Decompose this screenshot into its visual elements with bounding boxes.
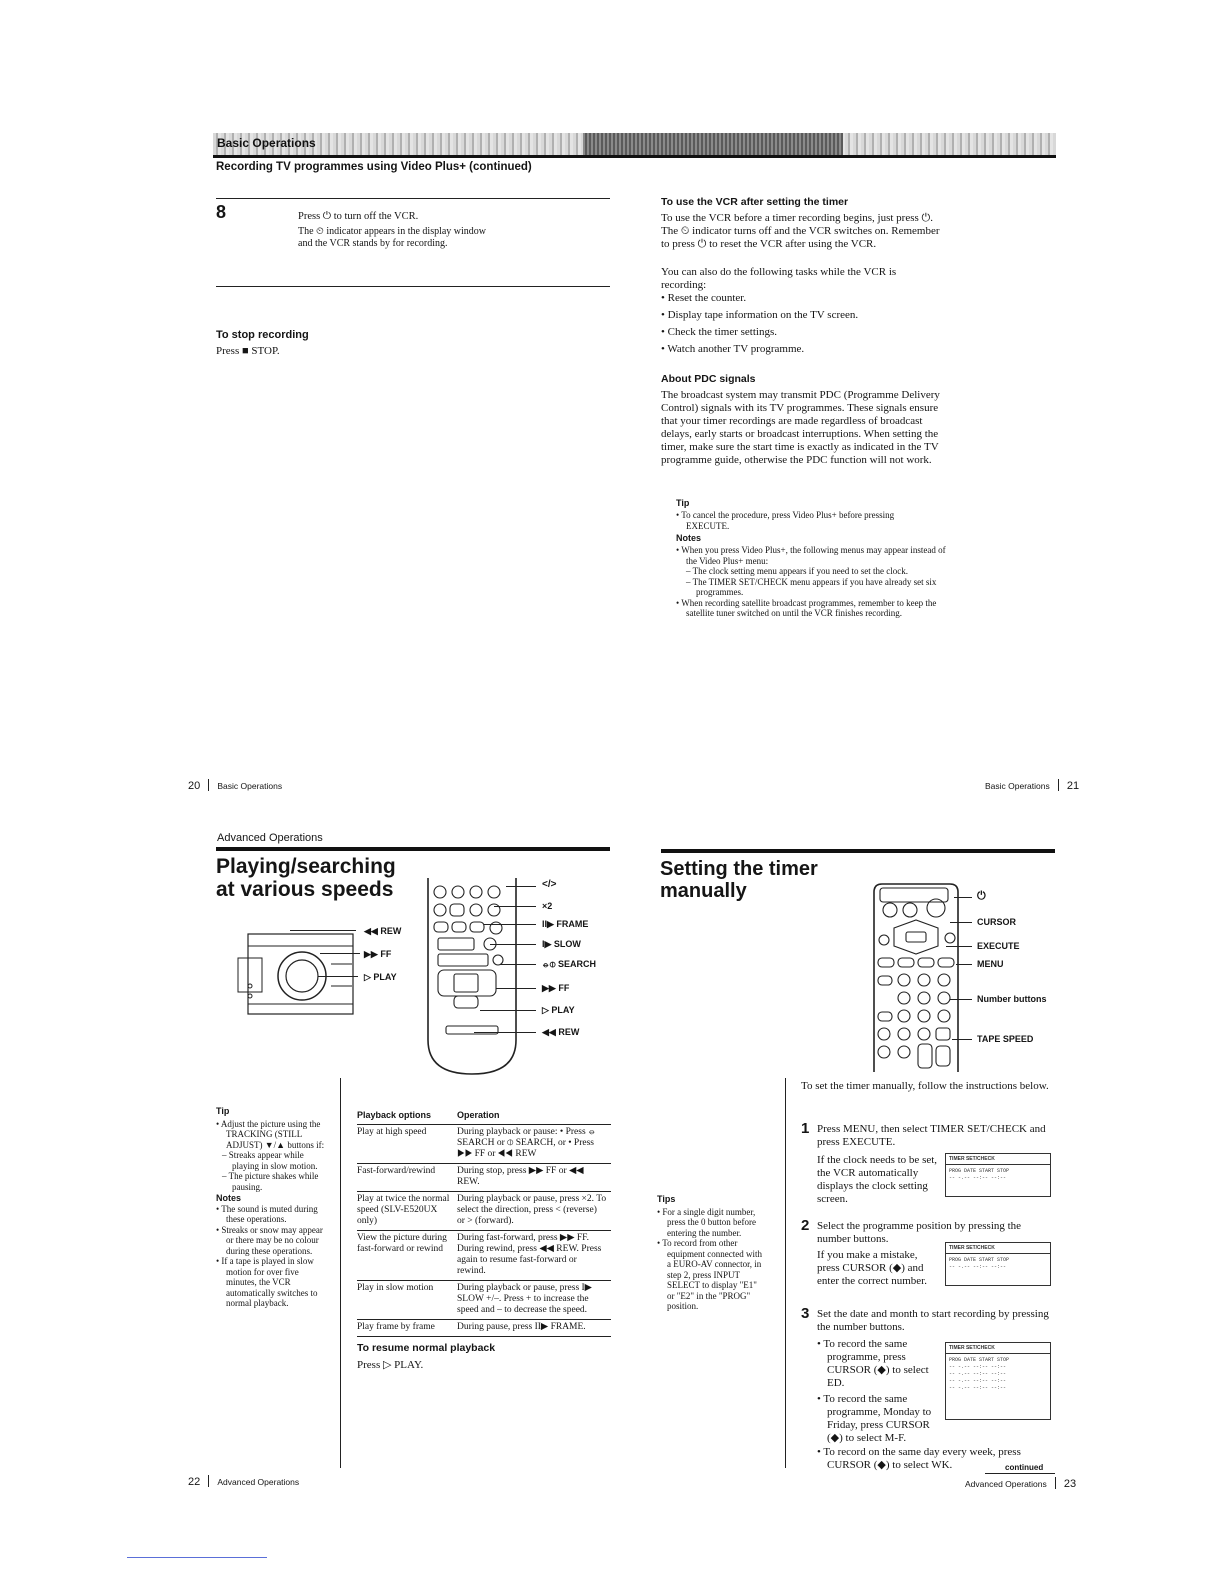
vcr-callout-3 <box>318 976 358 977</box>
pdc-text: The broadcast system may transmit PDC (Programme Delivery Control) signals with its TV programmes. These signals ensure that your timer recordings are made regardless of broadcast delays, early starts or broadcast interruptions. When setting the timer, make sure the start time is exactly as indicated in the TV programme guide, otherwise the PDC function will not work. <box>661 389 940 466</box>
step-1-text: Press MENU, then select TIMER SET/CHECK and press EXECUTE. <box>817 1123 1046 1148</box>
callout-line <box>506 886 536 887</box>
vcr-title: To use the VCR after setting the timer <box>661 196 849 208</box>
lcd-placeholder-row: -- -.-- --:-- --:-- <box>949 1371 1007 1377</box>
step-3-text: Set the date and month to start recording by pressing the number buttons. <box>817 1308 1049 1333</box>
section-rule <box>213 155 1056 158</box>
timer-label-tape-speed: TAPE SPEED <box>977 1034 1034 1044</box>
continued-label: continued <box>1005 1463 1044 1472</box>
footer-page-20: 20 Basic Operations <box>188 780 283 792</box>
notes-title-22: Notes <box>216 1193 242 1203</box>
vcr-paragraph-2: You can also do the following tasks while the VCR is recording: <box>661 266 897 291</box>
vcr-illustration <box>236 924 356 1020</box>
step-1-number: 1 <box>801 1120 810 1137</box>
table-header-row: Playback options Operation <box>357 1108 611 1125</box>
remote-label-rew: ◀◀ REW <box>542 1027 580 1037</box>
column-divider-23 <box>785 1078 786 1468</box>
tip-sidebar <box>216 1106 328 1309</box>
callout-line <box>956 964 972 965</box>
section-tab-bar <box>213 133 1056 155</box>
section-tab-label: Basic Operations <box>217 136 316 150</box>
callout-line <box>494 906 536 907</box>
tips-sidebar-23 <box>657 1194 765 1312</box>
vcr-label-play: ▷ PLAY <box>364 972 397 982</box>
list-item: • If a tape is played in slow motion for over five minutes, the VCR automatically switches to normal playback. <box>216 1256 318 1308</box>
step-3-bullets <box>817 1338 939 1445</box>
list-item: • The sound is muted during these operations. <box>216 1203 318 1224</box>
step-number: 8 <box>216 202 227 222</box>
tip-title: Tip <box>676 498 690 508</box>
remote-label-slow: I▶ SLOW <box>542 939 581 949</box>
list-item: – The TIMER SET/CHECK menu appears if you have already set six programmes. <box>686 576 937 597</box>
page-title: Playing/searching at various speeds <box>216 855 396 901</box>
callout-line <box>500 964 536 965</box>
step-2-number: 2 <box>801 1217 810 1234</box>
list-item: • To record from other equipment connected with a EURO-AV connector, in step 2, press INPUT SELECT to display "E1" or "E2" in the "PROG" position. <box>657 1238 762 1311</box>
timer-label-number-buttons: Number buttons <box>977 994 1047 1004</box>
table-row: Fast-forward/rewind During stop, press ▶▶ FF or ◀◀ REW. <box>357 1164 611 1192</box>
list-item: • To record on the same day every week, press CURSOR (◆) to select WK. <box>817 1446 1021 1471</box>
callout-line <box>474 1032 536 1033</box>
timer-label-power: ⏻ <box>977 890 986 902</box>
timer-remote-illustration <box>870 880 962 1072</box>
remote-label-search: ⦵⦶ SEARCH <box>542 959 596 969</box>
stop-text: Press ■ STOP. <box>216 345 280 357</box>
list-item: • Watch another TV programme. <box>661 343 805 355</box>
vcr-label-ff: ▶▶ FF <box>364 949 392 959</box>
timer-label-execute: EXECUTE <box>977 941 1020 951</box>
step-2-subtext: If you make a mistake, press CURSOR (◆) and enter the correct number. <box>817 1249 927 1287</box>
tab-bar-dark-band <box>583 133 843 155</box>
step-3-number: 3 <box>801 1305 810 1322</box>
continued-rule <box>985 1473 1055 1474</box>
lcd-timer-screen-2: TIMER SET/CHECK PROG DATE START STOP -- -.-- --:-- --:-- <box>945 1242 1051 1286</box>
step-subtext: The ⏲ indicator appears in the display window and the VCR stands by for recording. <box>298 226 487 249</box>
callout-line <box>484 924 536 925</box>
resume-text: Press ▷ PLAY. <box>357 1359 424 1371</box>
page-title-23: Setting the timer manually <box>660 858 818 902</box>
footer-page-22: 22 Advanced Operations <box>188 1476 300 1488</box>
section-label: Advanced Operations <box>217 832 323 844</box>
timer-label-menu: MENU <box>977 959 1004 969</box>
table-row: View the picture during fast-forward or rewind During fast-forward, press ▶▶ FF. During rewind, press ◀◀ REW. Press again to resume fast-forward or rewind. <box>357 1231 611 1281</box>
footer-page-23: Advanced Operations 23 <box>965 1478 1077 1490</box>
callout-line <box>952 1039 972 1040</box>
tip-title-22: Tip <box>216 1106 230 1116</box>
list-item: • When you press Video Plus+, the following menus may appear instead of the Video Plus+ menu: <box>676 545 946 566</box>
tips-title-23: Tips <box>657 1194 676 1204</box>
list-item: • To record the same programme, Monday to Friday, press CURSOR (◆) to select M-F. <box>817 1393 932 1444</box>
stop-title: To stop recording <box>216 329 309 341</box>
list-item: • For a single digit number, press the 0 button before entering the number. <box>657 1206 756 1238</box>
table-row: Play at high speed During playback or pause: • Press ⦵ SEARCH or ⦶ SEARCH, or • Press ▶▶ FF or ◀◀ REW <box>357 1125 611 1164</box>
callout-line <box>950 999 972 1000</box>
vcr-callout-2 <box>320 953 360 954</box>
list-item: – Streaks appear while playing in slow motion. <box>222 1150 318 1171</box>
tip-text: • To cancel the procedure, press Video Plus+ before pressing EXECUTE. <box>676 510 895 531</box>
timer-intro: To set the timer manually, follow the instructions below. <box>801 1080 1049 1092</box>
callout-line <box>946 946 972 947</box>
remote-label-play: ▷ PLAY <box>542 1005 575 1015</box>
lcd-placeholder-row: -- -.-- --:-- --:-- <box>949 1364 1007 1370</box>
vcr-label-rew: ◀◀ REW <box>364 926 402 936</box>
remote-label-ff: ▶▶ FF <box>542 983 570 993</box>
remote-illustration <box>424 878 520 1078</box>
list-item: • Adjust the picture using the TRACKING (STILL ADJUST) ▼/▲ buttons if: <box>216 1118 325 1150</box>
lcd-timer-screen-3: TIMER SET/CHECK PROG DATE START STOP -- -.-- --:-- --:-- -- -.-- --:-- --:-- -- -.-- --:-- --:-- -- -.-- --:-- --:-- <box>945 1342 1051 1420</box>
callout-line <box>480 1010 536 1011</box>
list-item: – The clock setting menu appears if you need to set the clock. <box>686 566 909 576</box>
column-divider-22 <box>340 1078 341 1468</box>
list-item: • Check the timer settings. <box>661 326 777 338</box>
table-row: Play at twice the normal speed (SLV-E520UX only) During playback or pause, press ×2. To select the direction, press < (reverse) or > (forward). <box>357 1192 611 1231</box>
remote-label-direction: </> <box>542 879 557 890</box>
callout-line <box>954 897 972 898</box>
timer-label-cursor: CURSOR <box>977 917 1017 927</box>
step-bottom-rule <box>216 286 610 287</box>
section-rule-22 <box>216 847 610 851</box>
lcd-placeholder-row: -- -.-- --:-- --:-- <box>949 1264 1007 1270</box>
table-row: Play in slow motion During playback or pause, press I▶ SLOW +/–. Press + to increase the speed and – to decrease the speed. <box>357 1281 611 1320</box>
remote-label-frame: II▶ FRAME <box>542 919 589 929</box>
list-item: • When recording satellite broadcast programmes, remember to keep the satellite tuner switched on until the VCR finishes recording. <box>676 597 937 618</box>
callout-line <box>496 988 536 989</box>
list-item: • Display tape information on the TV screen. <box>661 309 859 321</box>
page-heading: Recording TV programmes using Video Plus+ (continued) <box>216 161 532 173</box>
notes-title: Notes <box>676 533 702 543</box>
lcd-placeholder-row: -- -.-- --:-- --:-- <box>949 1175 1007 1181</box>
bottom-link-rule <box>127 1557 267 1558</box>
callout-line <box>950 922 972 923</box>
vcr-callout-1 <box>290 930 356 931</box>
vcr-paragraph: To use the VCR before a timer recording begins, just press ⏻. The ⏲ indicator turns off and the VCR switches on. Remember to press ⏻ to reset the VCR after using the VCR. <box>661 212 940 250</box>
step-1-subtext: If the clock needs to be set, the VCR automatically displays the clock setting screen. <box>817 1154 938 1205</box>
footer-page-21: Basic Operations 21 <box>985 780 1080 792</box>
step-text: Press ⏻ to turn off the VCR. <box>298 211 419 222</box>
remote-label-x2: ×2 <box>542 901 553 911</box>
list-item: • To record the same programme, press CURSOR (◆) to select ED. <box>817 1338 929 1389</box>
vcr-task-list <box>661 292 941 356</box>
step-top-rule <box>216 198 610 199</box>
playback-options-table <box>357 1108 611 1337</box>
callout-line <box>490 944 536 945</box>
table-row: Play frame by frame During pause, press II▶ FRAME. <box>357 1320 611 1337</box>
resume-title: To resume normal playback <box>357 1342 496 1354</box>
lcd-timer-screen-1: TIMER SET/CHECK PROG DATE START STOP -- -.-- --:-- --:-- <box>945 1153 1051 1197</box>
lcd-placeholder-row: -- -.-- --:-- --:-- <box>949 1378 1007 1384</box>
list-item: – The picture shakes while pausing. <box>222 1171 319 1192</box>
list-item: • Streaks or snow may appear or there may be no colour during these operations. <box>216 1224 323 1256</box>
list-item: • Reset the counter. <box>661 292 747 304</box>
notes-list <box>676 545 946 619</box>
step-2-text: Select the programme position by pressing the number buttons. <box>817 1220 1022 1245</box>
section-rule-23 <box>661 849 1055 853</box>
pdc-title: About PDC signals <box>661 373 756 385</box>
lcd-placeholder-row: -- -.-- --:-- --:-- <box>949 1385 1007 1391</box>
